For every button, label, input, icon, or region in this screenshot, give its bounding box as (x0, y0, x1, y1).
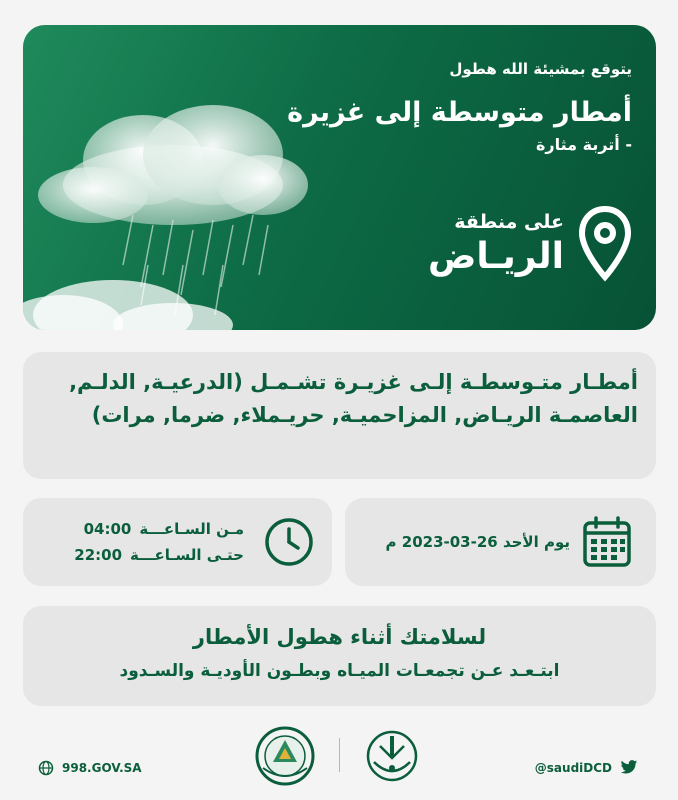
time-from (74, 516, 244, 542)
forecast-headline: أمطار متوسطة إلى غزيرة (287, 97, 632, 128)
clock-icon (262, 515, 316, 569)
location-block (428, 205, 632, 283)
civil-defense-emblem (253, 724, 317, 788)
time-card (23, 498, 332, 586)
affected-areas-text: أمطـار متـوسطـة إلـى غزيـرة تشـمـل (الدرعيـة, الدلـم, العاصمـة الريـاض, المزاحميـة, حريـملاء, ضرما, مرات) (69, 370, 638, 427)
twitter-handle: @saudiDCD (534, 760, 612, 775)
affected-areas-card (23, 352, 656, 479)
time-range (74, 516, 244, 568)
hero-text-block (272, 57, 632, 157)
location-pin-icon (578, 205, 632, 283)
date-card (345, 498, 656, 586)
time-to-value: 22:00 (74, 546, 123, 564)
time-from-value: 04:00 (83, 520, 132, 538)
location-prefix: على منطقة (454, 211, 564, 233)
footer-divider (339, 738, 340, 772)
forecast-subline: - أتربة مثارة (535, 135, 632, 154)
calendar-icon (582, 515, 632, 569)
time-to (74, 542, 244, 568)
forecast-date: يوم الأحد 26-03-2023 م (385, 533, 570, 551)
time-from-label: مـن السـاعـــة (139, 520, 244, 538)
website-link[interactable] (38, 760, 142, 776)
safety-title: لسلامتك أثناء هطول الأمطار (192, 625, 487, 649)
forecast-intro: يتوقع بمشيئة الله هطول (449, 60, 632, 78)
twitter-link[interactable] (535, 760, 638, 775)
twitter-icon (620, 760, 638, 775)
location-name: الريـاض (427, 236, 564, 277)
time-to-label: حتـى السـاعـــة (130, 546, 244, 564)
hero-banner (23, 25, 656, 330)
website-text: 998.GOV.SA (62, 761, 142, 775)
globe-icon (38, 760, 54, 776)
safety-advice-card (23, 606, 656, 706)
safety-advice: ابتـعـد عـن تجمعـات الميـاه وبطـون الأوديـة والسـدود (119, 661, 560, 681)
ministry-emblem (360, 724, 424, 788)
